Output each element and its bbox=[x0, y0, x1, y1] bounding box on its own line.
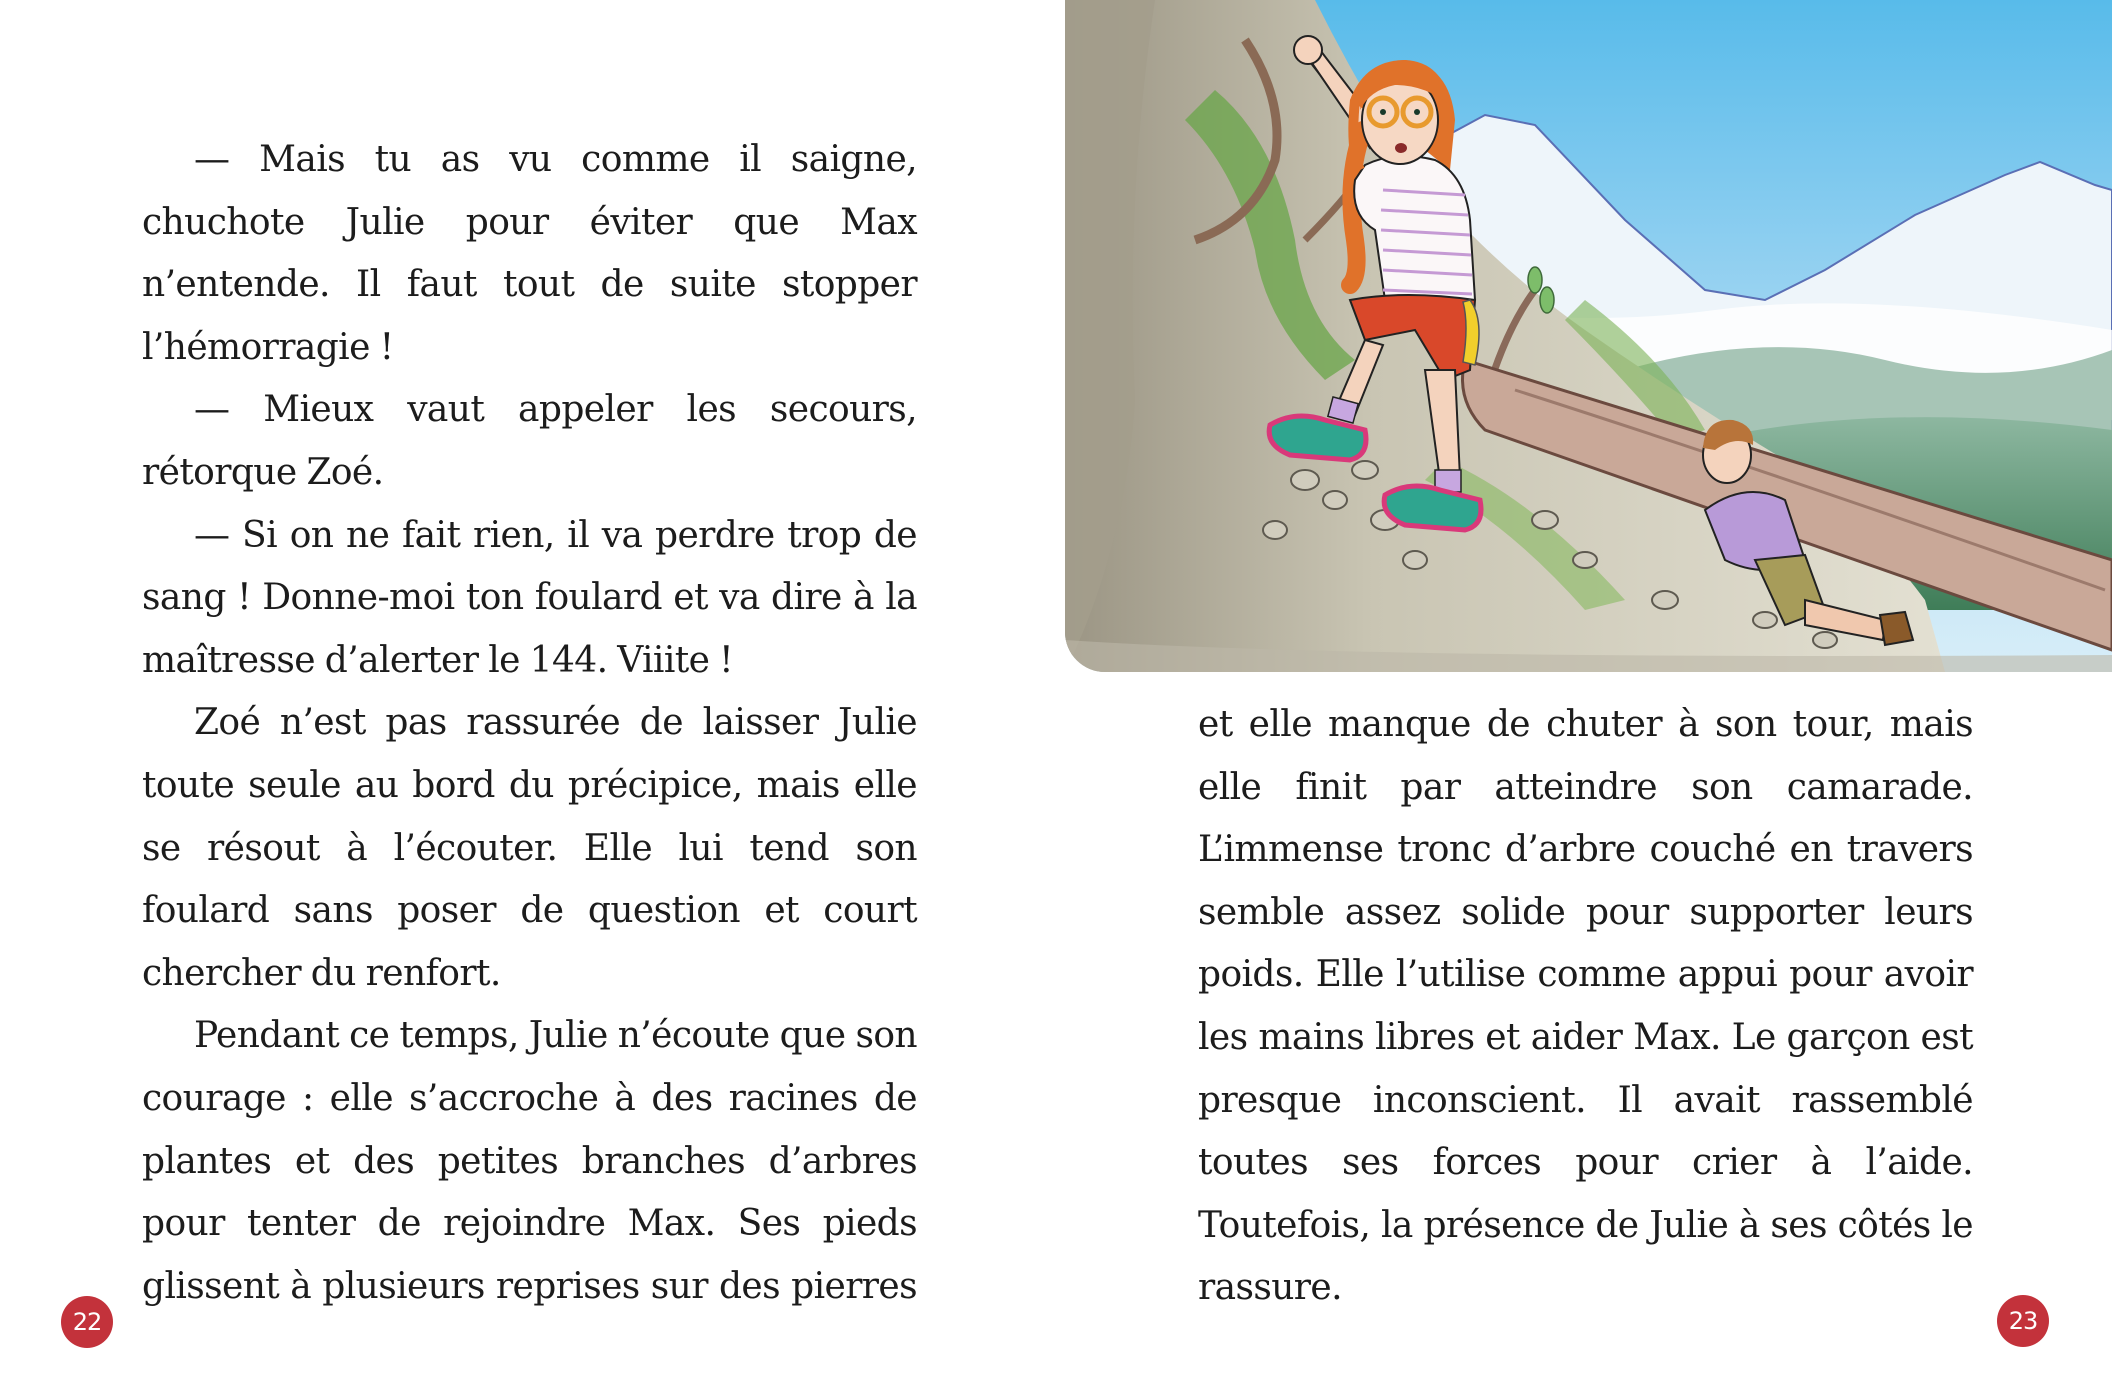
paragraph: — Si on ne fait rien, il va perdre trop de sang ! Donne-moi ton foulard et va dire à la maîtresse d’alerter le 144. Viiite ! bbox=[142, 514, 917, 681]
illustration-svg bbox=[1065, 0, 2112, 672]
paragraph: et elle manque de chuter à son tour, mais elle finit par atteindre son camarade. L’immense tronc d’arbre couché en travers semble assez solide pour supporter leurs poids. Elle l’utilise comme appui pour avoir les mains libres et aider Max. Le garçon est presque inconscient. Il avait rassemblé toutes ses forces pour crier à l’aide. Toutefois, la présence de Julie à ses côtés le rassure. bbox=[1198, 704, 1973, 1309]
page-number-badge: 22 bbox=[61, 1296, 113, 1348]
paragraph: — Mieux vaut appeler les secours, rétorque Zoé. bbox=[142, 389, 917, 493]
paragraph: Zoé n’est pas rassurée de laisser Julie toute seule au bord du précipice, mais elle se résout à l’écouter. Elle lui tend son foulard sans poser de question et court chercher du renfort. bbox=[142, 702, 917, 994]
story-illustration bbox=[1065, 0, 2112, 672]
paragraph: Pendant ce temps, Julie n’écoute que son courage : elle s’accroche à des racines de plantes et des petites branches d’arbres pour tenter de rejoindre Max. Ses pieds glissent à plusieurs reprises sur des pierres bbox=[142, 1015, 917, 1307]
page-number-badge: 23 bbox=[1997, 1295, 2049, 1347]
right-page-text bbox=[1198, 694, 1973, 1320]
paragraph: — Mais tu as vu comme il saigne, chuchote Julie pour éviter que Max n’entende. Il faut tout de suite stopper l’hémorragie ! bbox=[142, 139, 917, 368]
right-page bbox=[1056, 0, 2112, 1400]
left-page-text bbox=[142, 129, 917, 1318]
